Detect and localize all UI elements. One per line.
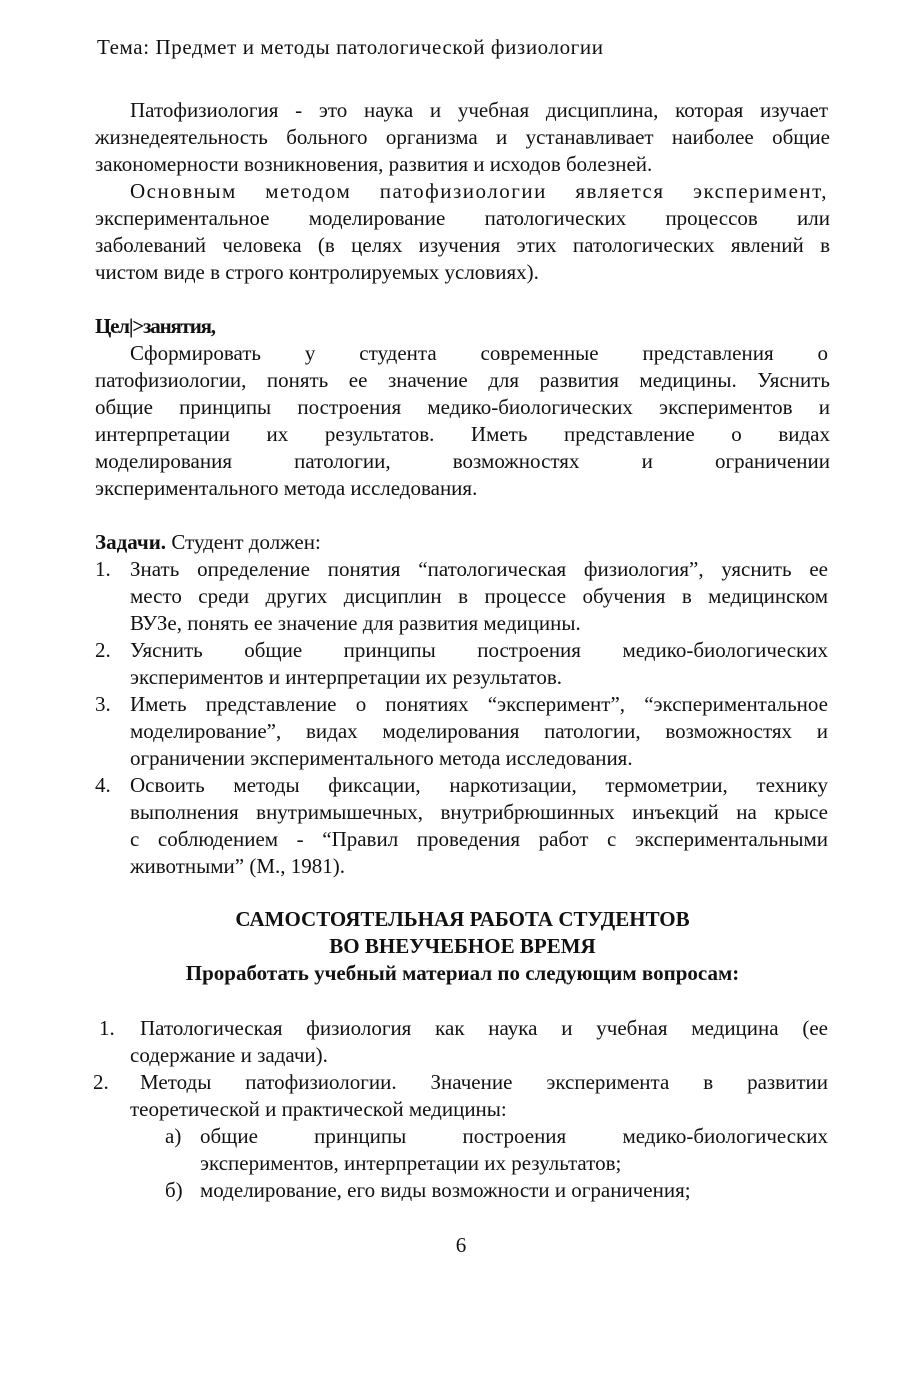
task-line: экспериментов и интерпретации их результатов.	[130, 665, 562, 689]
goal-line: экспериментального метода исследования.	[95, 476, 478, 500]
topic-line: Тема: Предмет и методы патологической физиологии	[97, 35, 604, 59]
question-line: Патологическая физиология как наука и учебная медицина (ее	[140, 1016, 828, 1040]
intro-p2-line: экспериментальное моделирование патологических процессов или	[95, 206, 830, 230]
question-line: Методы патофизиологии. Значение эксперимента в развитии	[140, 1070, 828, 1094]
goal-line: моделирования патологии, возможностях и ограничении	[95, 449, 830, 473]
question-line: теоретической и практической медицины:	[130, 1097, 507, 1121]
intro-p2-line: чистом виде в строго контролируемых условиях).	[95, 260, 539, 284]
tasks-heading-rest: Студент должен:	[166, 530, 321, 554]
section-title: ВО ВНЕУЧЕБНОЕ ВРЕМЯ	[329, 934, 596, 958]
tasks-heading-bold: Задачи.	[95, 530, 167, 554]
subquestion-label: а)	[165, 1124, 182, 1148]
task-line: Освоить методы фиксации, наркотизации, термометрии, технику	[130, 773, 828, 797]
intro-p1-line: жизнедеятельность больного организма и устанавливает наиболее общие	[95, 125, 830, 149]
task-line: ограничении экспериментального метода исследования.	[130, 746, 633, 770]
intro-p1-line: Патофизиология - это наука и учебная дисциплина, которая изучает	[130, 98, 828, 122]
task-line: моделирование”, видах моделирования патологии, возможностях и	[130, 719, 828, 743]
task-line: ВУЗе, понять ее значение для развития медицины.	[130, 611, 581, 635]
question-number: 1.	[99, 1016, 115, 1040]
goal-line: общие принципы построения медико-биологических экспериментов и	[95, 395, 830, 419]
task-number: 1.	[95, 557, 111, 581]
goal-heading: Цел|>занятия,	[95, 314, 215, 338]
task-number: 2.	[95, 638, 111, 662]
intro-p2-line: заболеваний человека (в целях изучения этих патологических явлений в	[95, 233, 830, 257]
task-line: Иметь представление о понятиях “эксперимент”, “экспериментальное	[130, 692, 828, 716]
task-number: 3.	[95, 692, 111, 716]
goal-line: Сформировать у студента современные представления о	[130, 341, 828, 365]
question-number: 2.	[93, 1070, 109, 1094]
task-number: 4.	[95, 773, 111, 797]
subquestion-line: общие принципы построения медико-биологических	[200, 1124, 828, 1148]
intro-p2-line: Основным методом патофизиологии является эксперимент,	[130, 179, 828, 203]
task-line: с соблюдением - “Правил проведения работ с экспериментальными	[130, 827, 828, 851]
goal-line: интерпретации их результатов. Иметь представление о видах	[95, 422, 830, 446]
section-subtitle: Проработать учебный материал по следующим вопросам:	[185, 961, 740, 985]
tasks-heading	[95, 529, 830, 556]
task-line: Уяснить общие принципы построения медико-биологических	[130, 638, 828, 662]
subquestion-line: моделирование, его виды возможности и ограничения;	[200, 1178, 691, 1202]
subquestion-line: экспериментов, интерпретации их результатов;	[200, 1151, 622, 1175]
intro-p1-line: закономерности возникновения, развития и исходов болезней.	[95, 152, 653, 176]
task-line: Знать определение понятия “патологическая физиология”, уяснить ее	[130, 557, 828, 581]
task-line: животными” (М., 1981).	[130, 854, 346, 878]
page-number: 6	[455, 1233, 467, 1257]
subquestion-label: б)	[165, 1178, 183, 1202]
goal-line: патофизиологии, понять ее значение для развития медицины. Уяснить	[95, 368, 830, 392]
question-line: содержание и задачи).	[130, 1043, 328, 1067]
task-line: выполнения внутримышечных, внутрибрюшинных инъекций на крысе	[130, 800, 828, 824]
task-line: место среди других дисциплин в процессе обучения в медицинском	[130, 584, 828, 608]
section-title: САМОСТОЯТЕЛЬНАЯ РАБОТА СТУДЕНТОВ	[235, 907, 690, 931]
